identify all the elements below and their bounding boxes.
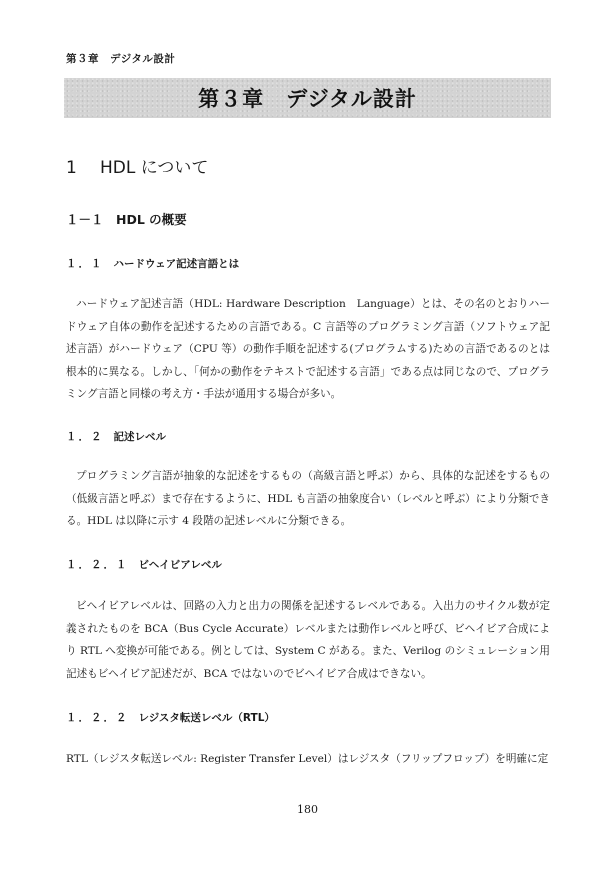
- heading-1-2-2-title: レジスタ転送レベル（RTL）: [138, 712, 275, 724]
- heading-1-1-number: １．１: [66, 258, 104, 270]
- heading-1-2-number: １．２: [66, 431, 104, 443]
- chapter-title-band: [64, 78, 551, 118]
- section-number: 1: [66, 158, 77, 178]
- heading-1-2-2: [66, 710, 275, 725]
- paragraph-1-2-1: ビヘイビアレベルは、回路の入力と出力の関係を記述するレベルである。入出力のサイクル数が定義されたものを BCA（Bus Cycle Accurate）レベルまたは動作レベルと呼び、ビヘイビア合成により RTL へ変換が可能である。例としては、System C がある。また、Verilog のシミュレーション用記述もビヘイビア記述だが、BCA ではないのでビヘイビア合成はできない。: [66, 600, 550, 680]
- heading-1-1-title: ハードウェア記述言語とは: [113, 258, 240, 270]
- subsection-number: １－１: [66, 212, 104, 227]
- heading-1-2-1-title: ビヘイビアレベル: [138, 559, 222, 571]
- page-number: 180: [297, 803, 318, 816]
- subsection-heading: [66, 210, 187, 228]
- paragraph-1-2-2: RTL（レジスタ転送レベル: Register Transfer Level）はレジスタ（フリップフロップ）を明確に定: [66, 753, 549, 765]
- section-heading: [66, 153, 208, 178]
- heading-1-1: [66, 256, 239, 271]
- heading-1-2-2-number: １．２．２: [66, 712, 129, 724]
- heading-1-2-1: [66, 557, 222, 572]
- heading-1-2: [66, 429, 166, 444]
- section-title: HDL について: [100, 158, 209, 178]
- chapter-title: 第３章 デジタル設計: [198, 87, 417, 111]
- paragraph-1-1: ハードウェア記述言語（HDL: Hardware Description Language）とは、その名のとおりハードウェア自体の動作を記述するための言語である。C 言語等のプログラミング言語（ソフトウェア記述言語）がハードウェア（CPU 等）の動作手順を記述する(プログラムする)ための言語であるのとは根本的に異なる。しかし、「何かの動作をテキストで記述する言語」である点は同じなので、プログラミング言語と同様の考え方・手法が通用する場合が多い。: [66, 298, 550, 400]
- subsection-title: HDL の概要: [116, 212, 187, 227]
- running-header: 第３章 デジタル設計: [66, 53, 176, 65]
- heading-1-2-title: 記述レベル: [113, 431, 166, 443]
- heading-1-2-1-number: １．２．１: [66, 559, 129, 571]
- paragraph-1-2: プログラミング言語が抽象的な記述をするもの（高級言語と呼ぶ）から、具体的な記述をするもの（低級言語と呼ぶ）まで存在するように、HDL も言語の抽象度合い（レベルと呼ぶ）により分類できる。HDL は以降に示す 4 段階の記述レベルに分類できる。: [66, 470, 550, 527]
